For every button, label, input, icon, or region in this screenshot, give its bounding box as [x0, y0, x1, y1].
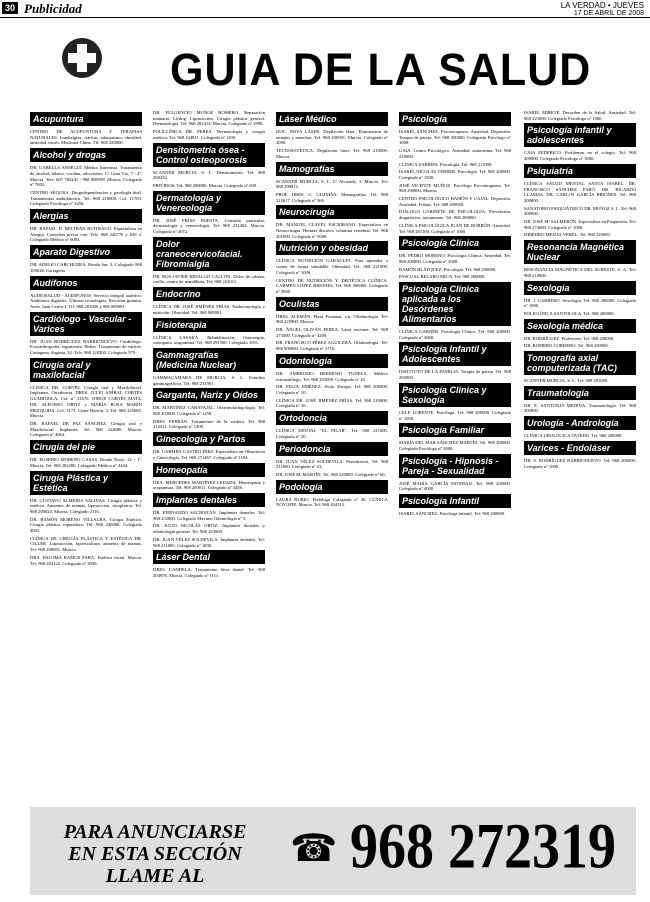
category-heading: Oculistas [276, 297, 388, 311]
listing-entry: SCANNER MURCIA. S. L. Densitometría. Tel: 968 200232. [153, 169, 265, 181]
category-heading: Sexología médica [524, 319, 636, 333]
listing-entry: DR. JUAN VÉLEZ SOLDEVILA. Periodoncia. Tel: 968 211000. Colegiado nº 23. [276, 458, 388, 470]
listing-entry: DR. EUSEBIO MORENO CASAS. Ronda Norte, 21 - 1º. Murcia. Tel: 968 282200. Colegiado Médico nº 4444. [30, 457, 142, 468]
category-heading: Fisioterapia [153, 318, 265, 332]
listing-entry: CLÍNICA GARNER. Psicología Clínica. Tel: 968 200000. Colegiado nº 3000. [399, 329, 511, 340]
column-1 [30, 110, 142, 805]
listing-entry: DR. MARTÍNEZ CARAVAJAL. Otorrinolaringología. Tel: 968 203000. Colegiado nº 1250. [153, 405, 265, 417]
listing-entry: JOSÉ VICENTE MUÑOZ. Psicólogo Psicoterapeuta. Tel: 968 290000. Murcia. [399, 182, 511, 194]
listing-entry: LAURA RUBIO. Podólogo Colegiado nº 40. CLÍNICA NOVOPIE. Murcia. Tel: 968 204313. [276, 496, 388, 508]
category-heading: Podología [276, 480, 388, 494]
category-heading: Urología - Andrología [524, 416, 636, 430]
category-heading: Dermatología y Venereología [153, 191, 265, 215]
category-heading: Varices - Endoláser [524, 441, 636, 455]
category-heading: Psicología Clínica aplicada a los Desórdenes Alimentarios [399, 282, 511, 326]
column-3 [276, 110, 388, 805]
category-heading: Resonancia Magnética Nuclear [524, 240, 636, 264]
listing-entry: JOSÉ MARÍA GARCÍA ESTEBAN. Tel: 968 200000. Colegiado nº 4000. [399, 480, 511, 492]
listing-entry: DR. ÁNGEL OLIVÁN PEREA. Láser excimer. Tel: 968 273300. Colegiado nº 4200. [276, 327, 388, 338]
section-name: Publicidad [24, 1, 82, 16]
listing-entry: DR. RAFAEL DE PAZ SÁNCHEZ. Cirugía oral y Maxilofacial. Implantes. Tel: 968 224680. Murcia. Colegiado nº 4064. [30, 420, 142, 438]
listing-entry: CENTRO PSICOLÓGICO RAMÓN Y CAJAL. Depresión, Ansiedad, Fobias. Tel: 968 200000. [399, 196, 511, 207]
listing-entry: DIÁLOGO GABINETE DE PSICOLOGÍA. Prevención, diagnóstico, tratamiento. Tel: 968 200000. [399, 209, 511, 221]
listing-entry: DRIEDRO MEJÍAS VEREL. Tel: 968 220000. [524, 232, 611, 238]
category-heading: Tomografía axial computerizada (TAC) [524, 351, 636, 375]
listing-entry: AUDIOSALUD - AUDIFONOS. Servicio integral auditivo. Audífonos digitales. Últimas tecnologías. Revisión gratuita. Avda. Juan Carlos I. Tlf: 968 281000 y 968 000001. [30, 292, 142, 309]
listing-entry: DR. FRANCISCO PÉREZ AGUILERA. Oftalmología. Tel: 968 900000. Colegiado nº 3716. [276, 340, 388, 352]
listing-entry: CENTRO DE NUTRICIÓN Y DIETÉTICA CLÍNICA. CARMEN LÓPEZ BRIONES. Tel: 968 200000. Colegiado nº 3000. [276, 277, 388, 294]
listing-entry: DR. PEDRO MORENO. Psicología Clínica. Ansiedad. Tel: 968 200000. Colegiado nº 2000. [399, 253, 511, 264]
category-heading: Densitometría ósea - Control osteoporosis [153, 143, 265, 167]
health-cross-icon [62, 38, 102, 78]
category-heading: Cirugía del pie [30, 440, 142, 454]
category-heading: Cardiólogo - Vascular - Varices [30, 312, 142, 336]
listing-entry: CLÍNICA SALUD MENTAL SANTA ISABEL. DR. FRANCISCO SÁNCHEZ FARÓ. DR. RICARDO LLAMAS. DR. CARLOS GARCÍA BRIONES. Tel: 968 200000. [524, 180, 636, 203]
category-heading: Audífonos [30, 276, 142, 290]
listing-entry: DR. AMBROSIO HERMOSO TUDELA. Médico estomatólogo. Tel: 968 283000. Colegiado nº 10. [276, 370, 388, 382]
listing-entry: CLÍNICA DR. CORTÉS. Cirugía oral y Maxilofacial. Implantes. Ortodoncia. DRES. JULIO ANÍBAL CORTÉS GUARDIOLA. Col. nº 31670. JORGE CORTÉS MATA. DR. ALFONSO ORTIZ y MARÍA ROSA MARÍN MEZQUIDA. Col. 3171. Cisne Hortón, 3. Tel: 968 225685. Murcia. [30, 384, 142, 419]
category-heading: Psiquiatría [524, 164, 636, 178]
category-heading: Psicología Clínica [399, 236, 511, 250]
listing-entry: POLICLÍNICA DR. PEREA. Dermatología y cirugía estética. Tel: 968 234811. Colegiado nº 1100. [153, 129, 265, 140]
listing-entry: DR. CARMEN CASTRO DÍEZ. Especialista en Obstetricia y Ginecología. Tel: 968 271467. Colegiado nº 1184. [153, 449, 265, 460]
listing-entry: DR. RAMÓN MORENO VILLALBA. Cirugía Estética. Cirugía plástica reparadora. Tel: 968 240000. Colegiado 4003. [30, 516, 142, 534]
listing-entry: DR. MANUEL CLAVEL ESCRIBANO. Especialista en Neurocirugía. Hernias discales, columna vertebral. Tel: 968 201000. Colegiado nº 5000. [276, 222, 388, 239]
column-4 [399, 110, 511, 805]
listing-entry: CAJA FEDERICO. Problemas en el colegio. Tel: 968 200000. Colegiado Psicólogo nº 3000. [524, 150, 636, 162]
category-heading: Gammagrafías (Medicina Nuclear) [153, 348, 265, 372]
listing-entry: CLÍNICA UROLÓGICA OVIEDO. Tel: 968 200000. [524, 433, 623, 439]
listing-entry: DRA. MERCEDES MARTÍNEZ LEDADA. Homeopatía y acupuntura. Tel: 968 200011. Colegiado nº 3456. [153, 479, 265, 491]
listing-entry: CLÍNICA NUTRICIÓN GARAULET. Para aprender a comer de forma saludable. Obesidad. Tel: 968 221900. Colegiado nº 1000. [276, 258, 388, 275]
top-bar [0, 0, 650, 18]
listing-entry: GAMMACÁMARA DE MURCIA, S. L. Estudios gammagráficos. Tel: 968 231901. [153, 374, 265, 386]
category-heading: Cirugía Plástica y Estética [30, 471, 142, 495]
category-heading: Psicología Infantil y Adolescentes [399, 342, 511, 366]
category-heading: Acupuntura [30, 112, 142, 126]
directory-grid [30, 110, 636, 805]
listing-entry: ISABEL NICOLÁS TERRER. Psicología. Tel: 968 200000. Colegiado nº 1500. [399, 169, 511, 180]
listing-entry: DR. JUAN VÉLEZ SOLDEVILA. Implantes dentales. Tel: 968 211000. Colegiado nº 1000. [153, 536, 265, 548]
category-heading: Psicología - Hipnosis - Pareja - Sexualidad [399, 454, 511, 478]
listing-entry: DR. JOSÉ Mª SALMERÓN. Especialista en Psiquiatría. Tel: 968 274600. Colegiado nº 1000. [524, 219, 636, 230]
listing-entry: ISABEL SÁNCHEZ. Psicoterapeuta. Ansiedad. Depresión. Terapia de pareja. Tel: 968 200000. Colegiado Psicólogo nº 1000. [399, 129, 511, 146]
listing-entry: SCANNER MURCIA. S. L. C/ Alvarado, 3. Murcia. Tel: 968 290812. [276, 178, 388, 190]
category-heading: Traumatología [524, 386, 636, 400]
listing-entry: DR. JULIO NICOLÁS ORTIZ. Implantes dentales y odontología general. Tel: 968 253000. [153, 523, 265, 535]
category-heading: Láser Médico [276, 112, 388, 126]
category-heading: Homeopatía [153, 463, 265, 477]
category-heading: Odontología [276, 354, 388, 368]
listing-entry: DR. FELIX JIMÉNEZ. Avda. Europa. Tel: 968 200000. Colegiado nº 10. [276, 384, 388, 395]
listing-entry: DR. JUAN RODRÍGUEZ BARRIONUEVO. Cardiólogo. Ecocardiografía, ergometría. Holter. Tratamiento de varices. Cartagena, Sagasta, 32. Tels: 968 120200. Colegiado 979. [30, 338, 142, 356]
listing-entry: CLÍNICA DR. JOSÉ JIMÉNEZ FRÍAS. Tel: 968 210000. Colegiado nº 16. [276, 397, 388, 409]
listing-entry: ISABEL MIRETE. Desorden de la Salud. Ansiedad. Tel: 968 223000. Colegiado Psicólogo nº 1000. [524, 110, 636, 121]
category-heading: Aparato Digestivo [30, 245, 142, 259]
category-heading: Psicología Familiar [399, 423, 511, 437]
ad-line-3: LLAME AL [105, 865, 205, 887]
newspaper-name: LA VERDAD • JUEVES [560, 1, 644, 10]
listing-entry: CLÍNICA DR. JOSÉ JIMÉNEZ FRÍAS. Endocrinología y nutrición. Obesidad. Tel: 968 900001. [153, 304, 265, 315]
category-heading: Ortodoncia [276, 411, 388, 425]
listing-entry: DR. E. SANTONJA MEDINA. Traumatología. Tel: 968 200000. [524, 402, 636, 414]
issue-date: 17 DE ABRIL DE 2008 [573, 10, 644, 17]
listing-entry: DR. RAFAEL D. BELTRÁN BUITRAGO. Especialista en Alergia. Consultas previa cita. Tels: 968 246776 y 629 2. Colegiado Médico nº 6083. [30, 226, 142, 243]
listing-entry: DR. GUSTAVO ALMEIDA SALINAS. Cirugía plástica y estética. Aumento de mamas, liposucción, rinoplastia. Tel: 968 200024. Murcia. Colegiado 2116. [30, 497, 142, 514]
category-heading: Dolor craneocervicofacial. Fibromialgia [153, 237, 265, 271]
listing-entry: DR. J. GARBERO. Sexología. Tel: 968 200000. Colegiado nº 1000. [524, 297, 636, 309]
listing-entry: CLÍNICA DE CIRUGÍA PLÁSTICA Y ESTÉTICA DR. CILLER. Liposucción, lipoescultura, aumento de mamas. Tel: 968 200001. Murcia. [30, 535, 142, 553]
category-heading: Garganta, Nariz y Oídos [153, 388, 265, 402]
listing-entry: DR. ROMERO CORDERO. Tel: 968 200000. [524, 343, 609, 349]
listing-entry: POLICLÍNICA SANTOLOLA. Tel: 968 200000. [524, 310, 615, 316]
category-heading: Ginecología y Partos [153, 432, 265, 446]
listing-entry: SANATORIO PSIQUIÁTRICO DR. MUÑOZ S. L. Tel: 968 200000. [524, 205, 636, 217]
category-heading: Neurocirugía [276, 205, 388, 219]
listing-entry: RAMÓN BLÁZQUEZ. Psicología. Tel: 968 200000. [399, 266, 497, 272]
listing-entry: CELE LORENTE. Psicóloga. Tel: 968 200000. Colegiado nº 1000. [399, 409, 511, 421]
listing-entry: CENTRO SEGURA. Drogodependencias y patología dual. Tratamientos ambulatorios. Tel: 968 210000. Col. 11703. Colegiado Psicólogo nº 3256. [30, 189, 142, 207]
listing-entry: DR. ADELIO CARCHUERA. Ronda Sur, 3. Colegiado 968 100026. Cartagena. [30, 262, 142, 273]
listing-entry: DRES. FERRÁN. Tratamiento de la sordera. Tel: 968 212411. Colegiado nº 1400. [153, 418, 265, 430]
listing-entry: DR. FERNANDO SACRISTÁN. Implantes dentales. Tel: 968 252000. Colegiado Máximo Odontología nº 5. [153, 509, 265, 521]
listing-entry: TECNOESTÉTICA. Depilación láser. Tel: 968 210000. Murcia. [276, 148, 388, 159]
category-heading: Periodoncia [276, 442, 388, 456]
listing-entry: DR. S. RODRÍGUEZ BARRIONUEVO. Tel: 968 200000. Colegiado nº 1000. [524, 457, 636, 469]
listing-entry: SCANNER MURCIA. S. L. Tel: 968 281000. [524, 378, 609, 384]
ad-line-1: PARA ANUNCIARSE [63, 821, 247, 843]
listing-entry: PROF. DRES. G. GUZMÁN. Mamografías. Tel: 968 212617. Colegiado nº 360. [276, 191, 388, 203]
listing-entry: DR. GABELLA ANSEGUÍ. Médico Internista. Tratamiento de alcohol, tabaco, cocaína, adicciones. C/ Gran Vía, 7 - 4º. Murcia. Tels: 607 784241 - 968 908398. Murcia. Colegiado nº 7692. [30, 165, 142, 188]
listing-entry: PRIVIDOS. Tel: 968 200000. Murcia. Colegiado nº 600. [153, 182, 258, 188]
category-heading: Láser Dental [153, 550, 265, 564]
listing-entry: DRES. CANDELA. Tratamiento láser dental. Tel: 968 204976. Murcia. Colegiado nº 1111. [153, 567, 265, 578]
listing-entry: DOC. NOVA LÁSER. Depilación láser. Eliminación de tatuajes y manchas. Tel: 968 200001. Murcia. Colegiado nº 2000. [276, 129, 388, 146]
page-title: GUIA DE LA SALUD [170, 44, 592, 96]
category-heading: Psicología Infantil [399, 494, 511, 508]
ad-phone-number: 968 272319 [350, 811, 616, 883]
category-heading: Psicología infantil y adolescentes [524, 123, 636, 147]
listing-entry: INSTITUTO DE LA FAMILIA. Terapia de pareja. Tel: 968 200000. [399, 369, 511, 381]
category-heading: Mamografías [276, 162, 388, 176]
category-heading: Sexología [524, 281, 636, 295]
column-5 [524, 110, 636, 805]
listing-entry: MARÍA DEL MAR SÁNCHEZ MARTÍN. Tel: 968 200000. Colegiado Psicólogo nº 3000. [399, 440, 511, 451]
category-heading: Endocrino [153, 287, 265, 301]
category-heading: Cirugía oral y maxilofacial [30, 358, 142, 382]
column-2 [153, 110, 265, 805]
listing-entry: DRES. ALEMÁN. Plaza Fontanar, s/n. Oftalmología. Tel: 968 225800. Murcia. [276, 313, 388, 325]
listing-entry: DR. JOSÉ M. MARTÍN. Tel: 968 220000. Colegiado nº 60. [276, 471, 386, 477]
ad-line-2: EN ESTA SECCIÓN [68, 843, 242, 865]
ad-banner [30, 807, 636, 895]
listing-entry: DR. FULGENCIO MUÑOZ ROMERO. Reparación mamaria. Lifting. Liposucción. Cirugía plástica general. Dermatología. Tel: 968 281414. Murcia. Colegiado nº 2998. [153, 110, 265, 127]
listing-entry: CENTRO DE ACUPUNTURA Y TERAPIAS NATURALES. Lumbalgias, ciáticas, tabaquismo, obesidad, ansiedad, estrés. Medicina China. Tlf: 968 220000. [30, 129, 142, 146]
listing-entry: RESONANCIA MAGNÉTICA DEL SURESTE, S. A. Tel: 968 210000. [524, 267, 636, 278]
listing-entry: CLÍNICA PSICOLÓGICA JUAN DE BORBÓN. Ansiedad. Tel: 968 281100. Colegiado nº 1000. [399, 222, 511, 234]
phone-icon: ☎ [290, 828, 338, 870]
listing-entry: DR. ROS JAVIER HIDALGO CALLÓN. Dolor de cabeza, cuello, centro de mandíbula. Tel: 968 222011. [153, 273, 265, 285]
listing-entry: CLÍNICA LASAKA. Rehabilitación, fisioterapia, osteopatía, acupuntura. Tel: 968 291500. Colegiado 1051. [153, 334, 265, 346]
category-heading: Psicología Clínica y Sexología [399, 383, 511, 407]
category-heading: Nutrición y obesidad [276, 241, 388, 255]
category-heading: Alergias [30, 209, 142, 223]
listing-entry: DRA. PALOMA RAMOS FABA. Estética facial. Murcia. Tel: 968 282222. Colegiado nº 3030. [30, 554, 142, 566]
listing-entry: CLÍNICA DENTAL "EL PILAR". Tel: 968 211000. Colegiado nº 20. [276, 428, 388, 439]
category-heading: Implantes dentales [153, 493, 265, 507]
ad-text [45, 821, 265, 887]
category-heading: Alcohol y drogas [30, 148, 142, 162]
listing-entry: PASCUAL BELARO MICA. Tel: 968 200000. [399, 274, 486, 280]
listing-entry: CLÍNICA ZARRIPA. Psicología. Tel: 968 211000. [399, 161, 493, 167]
listing-entry: ISABEL SÁNCHEZ. Psicóloga infantil. Tel: 968 200000. [399, 511, 506, 517]
listing-entry: DR. RODRÍGUEZ. Profesores. Tel: 968 200000. [524, 335, 615, 341]
listing-entry: DR. JOSÉ FRÍAS INIESTA. Consulta particular, dermatología y venereología. Tel: 968 231404. Murcia. Colegiado nº 4072. [153, 217, 265, 235]
page-number: 30 [2, 2, 18, 14]
listing-entry: GAIA. Centro Psicológico. Ansiedad, autoestima. Tel: 968 210000. [399, 148, 511, 159]
category-heading: Psicología [399, 112, 511, 126]
